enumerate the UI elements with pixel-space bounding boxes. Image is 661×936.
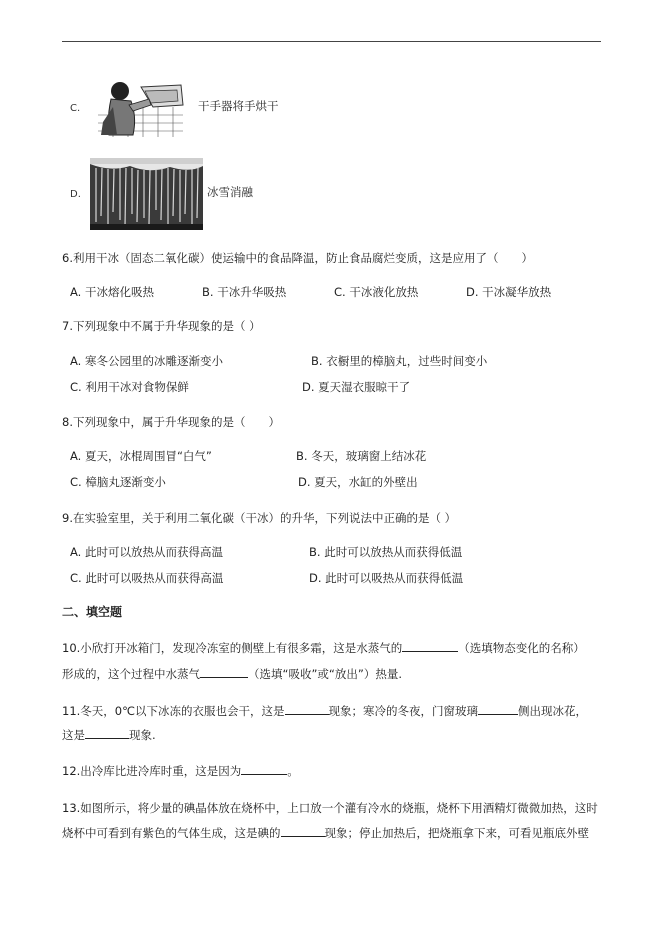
- q10-blank-2[interactable]: [200, 666, 248, 678]
- q7-option-b: B. 衣橱里的樟脑丸，过些时间变小: [311, 354, 488, 368]
- q11-text-1b: 现象；寒冷的冬夜，门窗玻璃: [328, 704, 479, 718]
- q11-text-2a: 这是: [62, 728, 85, 742]
- q11-text-1a: 11.冬天，0℃以下冰冻的衣服也会干，这是: [62, 704, 285, 718]
- q8-option-a: A. 夏天，冰棍周围冒“白气”: [70, 449, 212, 463]
- section-2-title: 二、填空题: [62, 605, 123, 619]
- question-7-stem: 7.下列现象中不属于升华现象的是（ ）: [62, 319, 261, 333]
- q7-option-a: A. 寒冬公园里的冰雕逐渐变小: [70, 354, 223, 368]
- option-d-letter: D.: [70, 189, 81, 200]
- question-9-stem: 9.在实验室里，关于利用二氧化碳（干冰）的升华，下列说法中正确的是（ ）: [62, 511, 457, 525]
- q11-text-1c: 侧出现冰花，: [518, 704, 588, 718]
- q10-blank-1[interactable]: [402, 640, 458, 652]
- q13-text-2a: 烧杯中可看到有紫色的气体生成，这是碘的: [62, 826, 281, 840]
- question-6-stem: 6.利用干冰（固态二氧化碳）使运输中的食品降温，防止食品腐烂变质，这是应用了（ ）: [62, 251, 533, 265]
- question-11-line-2: [62, 727, 156, 743]
- q12-blank[interactable]: [241, 763, 287, 775]
- q8-option-b: B. 冬天，玻璃窗上结冰花: [296, 449, 427, 463]
- q9-option-c: C. 此时可以吸热从而获得高温: [70, 571, 224, 585]
- q13-blank-1[interactable]: [281, 825, 325, 837]
- q11-text-2b: 现象.: [129, 728, 156, 742]
- q11-blank-3[interactable]: [85, 727, 129, 739]
- q10-text-1a: 10.小欣打开冰箱门，发现冷冻室的侧壁上有很多霜，这是水蒸气的: [62, 641, 403, 655]
- question-12: [62, 763, 299, 779]
- question-11-line-1: [62, 703, 587, 719]
- question-10-line-2: [62, 666, 402, 682]
- q9-option-d: D. 此时可以吸热从而获得低温: [309, 571, 464, 585]
- q10-text-2a: 形成的，这个过程中水蒸气: [62, 667, 200, 681]
- q8-option-d: D. 夏天，水缸的外壁出: [298, 475, 418, 489]
- q9-option-a: A. 此时可以放热从而获得高温: [70, 545, 223, 559]
- q8-option-c: C. 樟脑丸逐渐变小: [70, 475, 166, 489]
- header-rule: [62, 41, 601, 42]
- q11-blank-1[interactable]: [285, 703, 329, 715]
- q6-option-b: B. 干冰升华吸热: [202, 285, 287, 299]
- q9-option-b: B. 此时可以放热从而获得低温: [309, 545, 463, 559]
- option-c-text: 干手器将手烘干: [198, 99, 279, 113]
- q6-option-a: A. 干冰熔化吸热: [70, 285, 154, 299]
- q10-text-2b: （选填“吸收”或“放出”）热量.: [248, 667, 402, 681]
- q13-text-2b: 现象；停止加热后，把烧瓶拿下来，可看见瓶底外壁: [324, 826, 589, 840]
- hand-dryer-image: [93, 77, 188, 137]
- question-13-line-1: 13.如图所示，将少量的碘晶体放在烧杯中，上口放一个灌有冷水的烧瓶，烧杯下用酒精灯微微加热，这时: [62, 801, 598, 815]
- q12-text-b: 。: [287, 764, 299, 778]
- q11-blank-2[interactable]: [478, 703, 518, 715]
- q6-option-d: D. 干冰凝华放热: [466, 285, 552, 299]
- q7-option-d: D. 夏天湿衣服晾干了: [302, 380, 411, 394]
- q12-text-a: 12.出冷库比进冷库时重，这是因为: [62, 764, 242, 778]
- q6-option-c: C. 干冰液化放热: [334, 285, 419, 299]
- q7-option-c: C. 利用干冰对食物保鲜: [70, 380, 189, 394]
- option-d-text: 冰雪消融: [207, 185, 253, 199]
- melting-ice-image: [90, 158, 203, 230]
- question-13-line-2: [62, 825, 589, 841]
- q10-text-1b: （选填物态变化的名称）: [458, 641, 585, 655]
- question-10-line-1: [62, 640, 585, 656]
- option-c-letter: C.: [70, 103, 81, 114]
- question-8-stem: 8.下列现象中，属于升华现象的是（ ）: [62, 415, 280, 429]
